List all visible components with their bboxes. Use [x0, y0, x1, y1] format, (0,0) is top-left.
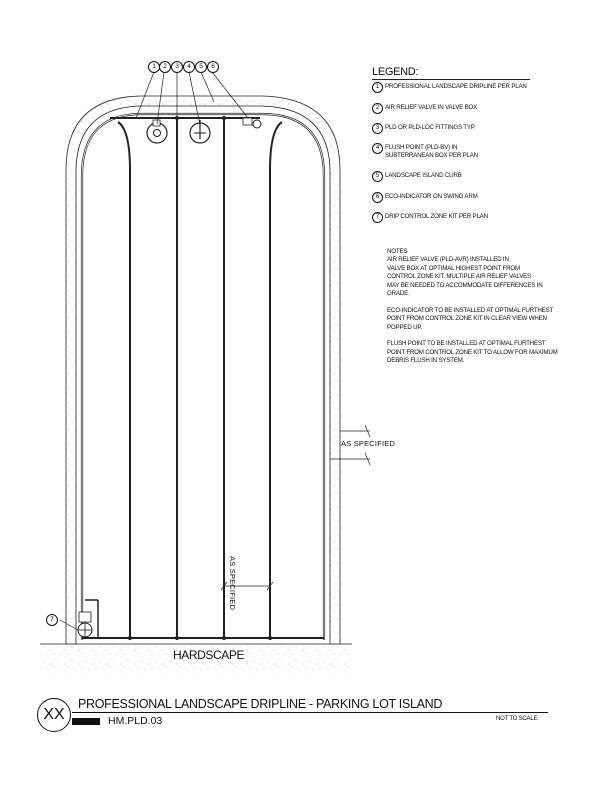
legend-title: LEGEND:: [372, 66, 530, 80]
note-paragraph: AIR RELIEF VALVE (PLD-AVR) INSTALLED IN VALVE BOX AT OPTIMAL HIGHEST POINT FROM CONTROL ZONE KIT. MULTIPLE AIR RELIEF VALVES MAY BE NEEDED TO ACCOMMODATE DIFFERENCES IN GRADE.: [387, 256, 543, 298]
legend-text: FLUSH POINT (PLD-BV) IN SUBTERRANEAN BOX PER PLAN: [385, 144, 478, 159]
legend-number: 4: [372, 143, 383, 154]
legend-text: LANDSCAPE ISLAND CURB: [385, 172, 462, 179]
callout-6: 6: [207, 61, 219, 73]
notes-heading: NOTES: [387, 248, 408, 255]
detail-title: PROFESSIONAL LANDSCAPE DRIPLINE - PARKING LOT ISLAND: [78, 697, 443, 711]
legend-number: 2: [372, 103, 383, 114]
legend-number: 1: [372, 82, 383, 93]
inner-dripline-left: [118, 122, 130, 640]
dimension-label-spacing: AS SPECIFIED: [228, 556, 237, 611]
scale-note: NOT TO SCALE: [496, 716, 538, 722]
callout-leaders: [60, 72, 248, 630]
legend-number: 5: [372, 171, 383, 182]
callout-2: 2: [159, 61, 171, 73]
legend-text: DRIP CONTROL ZONE KIT PER PLAN: [385, 213, 488, 220]
notes-block: [387, 248, 577, 374]
legend-number: 6: [372, 192, 383, 203]
legend-text: PLD OR PLD-LOC FITTINGS TYP.: [385, 124, 476, 131]
legend-item: [372, 192, 478, 203]
detail-code: HM.PLD.03: [108, 715, 163, 727]
hardscape-label: HARDSCAPE: [173, 648, 245, 662]
legend-item: [372, 82, 527, 93]
detail-id-circle: XX: [37, 698, 71, 732]
legend-item: [372, 143, 492, 159]
legend-item: [372, 103, 477, 114]
callout-5: 5: [195, 61, 207, 73]
callout-4: 4: [183, 61, 195, 73]
legend-text: ECO-INDICATOR ON SWING ARM: [385, 193, 478, 200]
fittings: [128, 116, 272, 640]
hunter-logo: Hunter: [72, 718, 100, 725]
landscape-island-curb: [66, 96, 340, 644]
legend-text: AIR RELIEF VALVE IN VALVE BOX: [385, 104, 478, 111]
eco-indicator: [243, 118, 252, 125]
legend-text: PROFESSIONAL LANDSCAPE DRIPLINE PER PLAN: [385, 83, 527, 90]
legend-number: 7: [372, 212, 383, 223]
title-underline: [72, 712, 548, 713]
legend-item: [372, 123, 475, 134]
callout-1: 1: [148, 61, 160, 73]
note-paragraph: ECO-INDICATOR TO BE INSTALLED AT OPTIMAL FURTHEST POINT FROM CONTROL ZONE KIT IN CLEAR VIEW WHEN POPPED UP.: [387, 306, 554, 331]
inner-dripline-right: [270, 122, 282, 640]
dimension-label-curb-width: AS SPECIFIED: [341, 439, 396, 448]
callout-3: 3: [171, 61, 183, 73]
note-paragraph: FLUSH POINT TO BE INSTALLED AT OPTIMAL FURTHEST POINT FROM CONTROL ZONE KIT TO ALLOW FOR MAXIMUM DEBRIS FLUSH IN SYSTEM.: [387, 340, 558, 365]
legend-item: [372, 171, 462, 182]
legend-item: [372, 212, 488, 223]
legend-number: 3: [372, 123, 383, 134]
callout-7: 7: [46, 614, 58, 626]
perimeter-dripline: [82, 114, 324, 640]
